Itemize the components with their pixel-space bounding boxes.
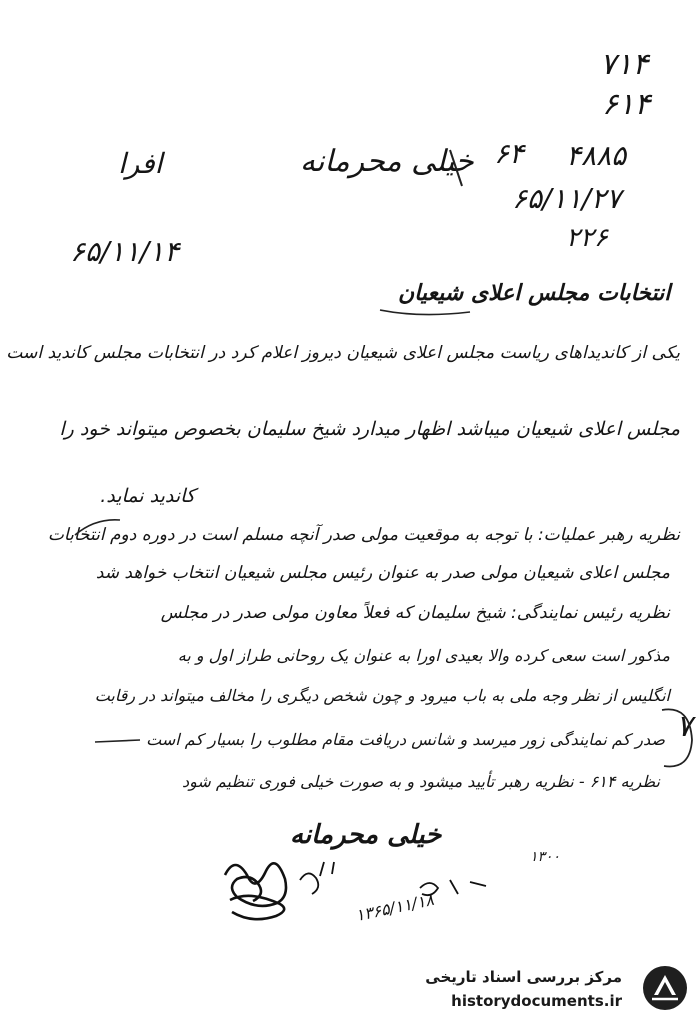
paraph-mark (420, 880, 486, 895)
body-line: یکی از کاندیداهای ریاست مجلس اعلای شیعیان دیروز اعلام کرد در انتخابات مجلس کاندید است (6, 343, 680, 363)
classification-stroke (450, 150, 462, 186)
reference-number-top: ۷۱۴ (600, 47, 649, 82)
body-line: مجلس اعلای شیعیان میباشد اظهار میدارد شیخ سلیمان بخصوص میتواند خود را (59, 418, 680, 440)
line-dash (95, 740, 140, 742)
logo-name: مرکز بررسی اسناد تاریخی (425, 968, 622, 986)
classification-bottom: خیلی محرمانه (290, 820, 442, 850)
signature-scribble (225, 863, 286, 919)
title-flourish (380, 310, 470, 315)
body-line: کاندید نماید. (100, 485, 195, 507)
archive-logo (0, 950, 700, 1027)
body-line: مذکور است سعی کرده والا بعیدی اورا به عنوان یک روحانی طراز اول و به (177, 646, 670, 665)
left-header-date: ۶۵/۱۱/۱۴ (70, 235, 180, 268)
logo-url: historydocuments.ir (451, 992, 622, 1010)
margin-mark: ۷ (676, 709, 693, 744)
margin-bracket (662, 709, 692, 766)
signature-loop (300, 862, 334, 894)
body-line: نظریه ۶۱۴ - نظریه رهبر تأیید میشود و به صورت خیلی فوری تنظیم شود (181, 772, 660, 791)
page-marker: ۱۳۰۰ (530, 849, 561, 865)
document-title: انتخابات مجلس اعلای شیعیان (398, 281, 671, 306)
body-line: نظریه رئیس نمایندگی: شیخ سلیمان که فعلاً معاون مولی صدر در مجلس (160, 603, 670, 623)
classification-label: خیلی محرمانه (300, 144, 474, 179)
body-line: صدر کم نمایندگی زور میرسد و شانس دریافت مقام مطلوب را بسیار کم است (146, 730, 665, 749)
line-flourish (75, 520, 120, 535)
reference-number-b: ۶۴ (494, 137, 525, 170)
reference-code-2: ۲۲۶ (566, 223, 608, 253)
body-line: مجلس اعلای شیعیان مولی صدر به عنوان رئیس مجلس شیعیان انتخاب خواهد شد (95, 563, 670, 583)
signature-date: ۱۳۶۵/۱۱/۱۸ (353, 889, 436, 926)
body-line: نظریه رهبر عملیات: با توجه به موقعیت مولی صدر آنچه مسلم است در دوره دوم انتخابات (47, 525, 680, 545)
left-header-label: افرا (118, 147, 163, 180)
body-line: انگلیس از نظر وجه ملی به باب میرود و چون شخص دیگری را مخالف میتواند در رقابت (94, 686, 670, 705)
reference-number-second: ۶۱۴ (602, 87, 651, 122)
archive-seal-icon (640, 963, 690, 1013)
reference-number-a: ۴۸۸۵ (566, 139, 627, 172)
reference-code-1: ۶۵/۱۱/۲۷ (512, 182, 622, 215)
